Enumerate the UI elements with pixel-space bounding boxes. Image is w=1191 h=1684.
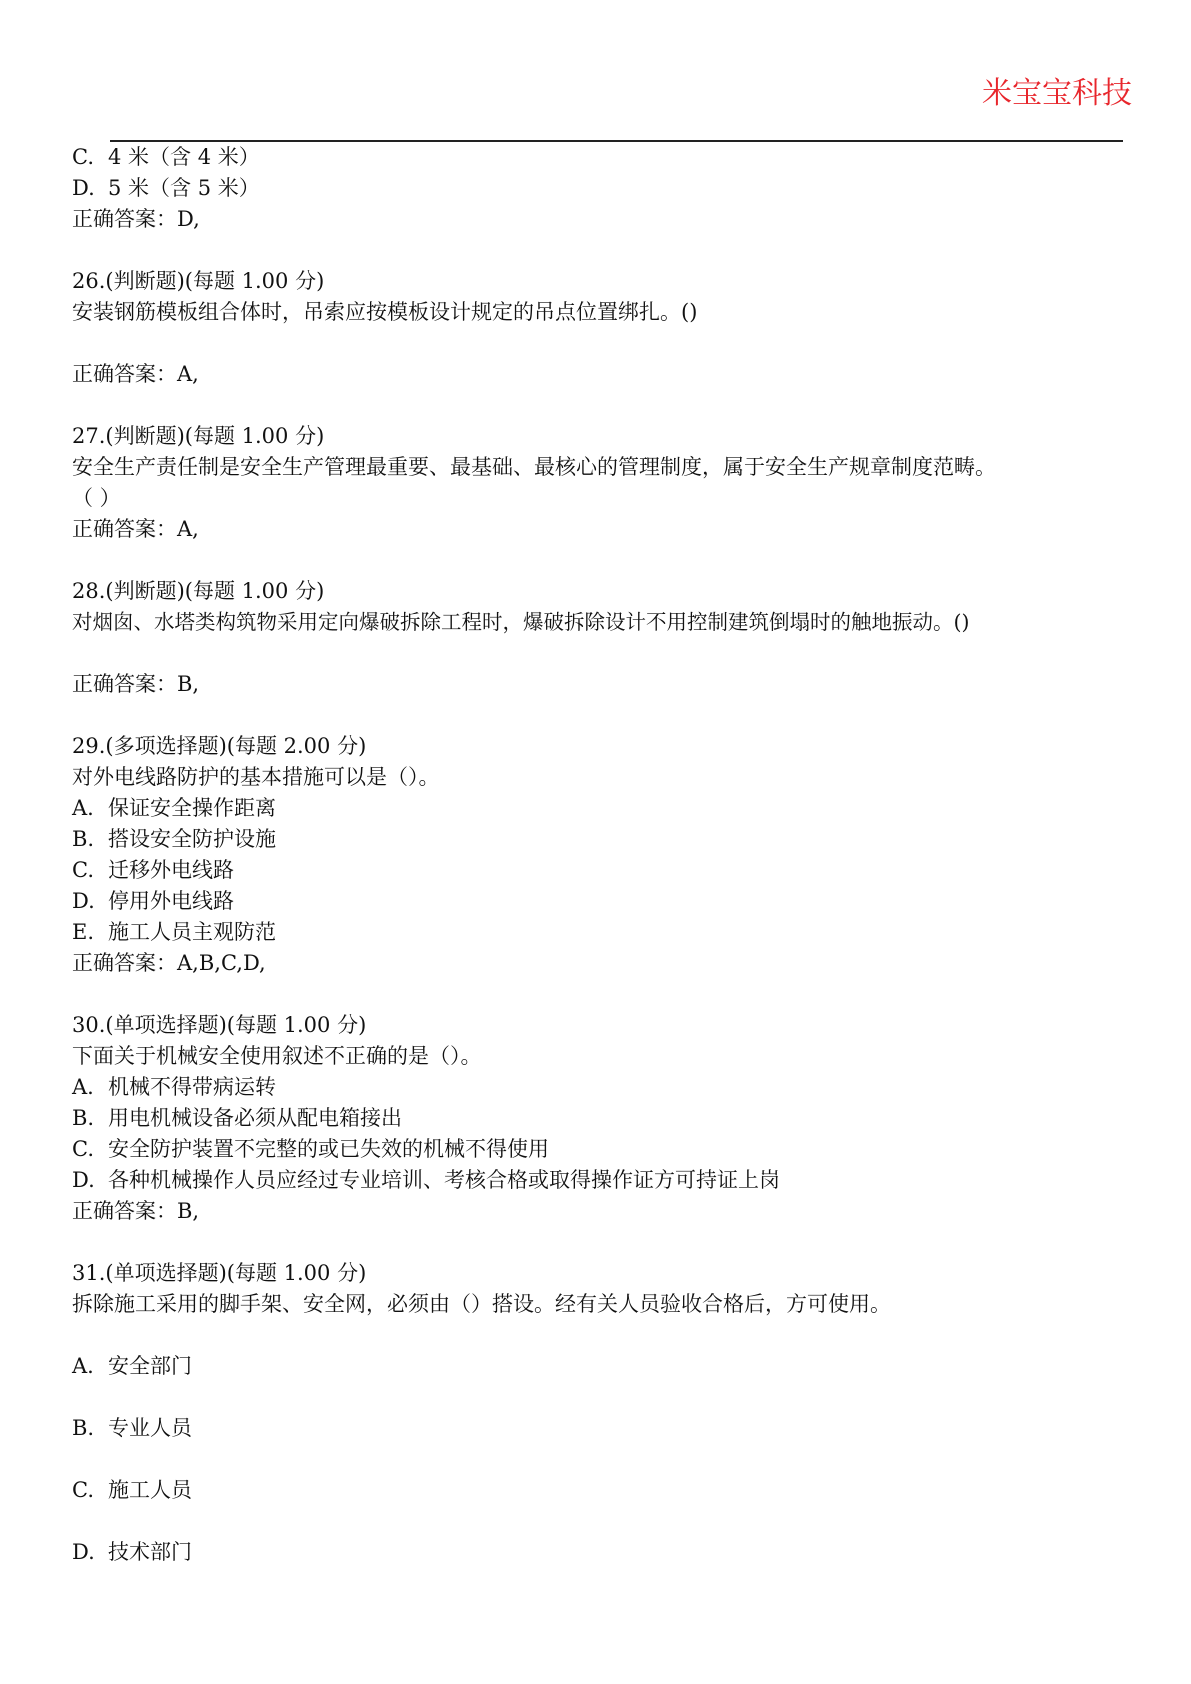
option-letter: D.: [72, 1168, 95, 1192]
option-e: [72, 917, 276, 947]
option-letter: D.: [72, 889, 95, 913]
answer-line: 正确答案：B,: [72, 1199, 200, 1223]
question-stem: 对外电线路防护的基本措施可以是（）。: [72, 765, 440, 789]
option-c: [72, 855, 234, 885]
option-text: 5 米（含 5 米）: [108, 176, 260, 200]
option-d: [72, 173, 260, 203]
option-b: [72, 1413, 192, 1443]
option-text: 技术部门: [108, 1540, 192, 1564]
option-c: [72, 142, 260, 172]
option-c: [72, 1134, 549, 1164]
option-text: 专业人员: [108, 1416, 192, 1440]
option-letter: D.: [72, 1540, 95, 1564]
option-text: 停用外电线路: [108, 889, 234, 913]
option-d: [72, 1537, 192, 1567]
option-text: 4 米（含 4 米）: [108, 145, 260, 169]
question-stem: 安全生产责任制是安全生产管理最重要、最基础、最核心的管理制度，属于安全生产规章制度范畴。: [72, 455, 996, 479]
brand-watermark: 米宝宝科技: [982, 76, 1132, 111]
option-letter: A.: [72, 796, 94, 820]
option-text: 各种机械操作人员应经过专业培训、考核合格或取得操作证方可持证上岗: [108, 1168, 780, 1192]
option-letter: C.: [72, 1478, 94, 1502]
question-stem: 对烟囱、水塔类构筑物采用定向爆破拆除工程时，爆破拆除设计不用控制建筑倒塌时的触地振动。(): [72, 610, 970, 634]
option-c: [72, 1475, 192, 1505]
option-text: 机械不得带病运转: [108, 1075, 276, 1099]
option-a: [72, 1351, 192, 1381]
question-header: 28.(判断题)(每题 1.00 分): [72, 579, 325, 603]
option-letter: D.: [72, 176, 95, 200]
option-letter: C.: [72, 1137, 94, 1161]
option-text: 施工人员主观防范: [108, 920, 276, 944]
option-letter: E.: [72, 920, 95, 944]
question-header: 29.(多项选择题)(每题 2.00 分): [72, 734, 367, 758]
option-text: 用电机械设备必须从配电箱接出: [108, 1106, 402, 1130]
header-divider: [110, 140, 1123, 142]
question-header: 27.(判断题)(每题 1.00 分): [72, 424, 325, 448]
option-text: 保证安全操作距离: [108, 796, 276, 820]
option-b: [72, 824, 276, 854]
option-letter: A.: [72, 1354, 94, 1378]
question-header: 26.(判断题)(每题 1.00 分): [72, 269, 325, 293]
option-d: [72, 1165, 780, 1195]
question-stem: 安装钢筋模板组合体时，吊索应按模板设计规定的吊点位置绑扎。(): [72, 300, 698, 324]
question-stem: 拆除施工采用的脚手架、安全网，必须由（）搭设。经有关人员验收合格后，方可使用。: [72, 1292, 891, 1316]
question-header: 31.(单项选择题)(每题 1.00 分): [72, 1261, 367, 1285]
option-letter: C.: [72, 858, 94, 882]
option-d: [72, 886, 234, 916]
option-letter: C.: [72, 145, 94, 169]
option-letter: B.: [72, 1106, 95, 1130]
question-stem: 下面关于机械安全使用叙述不正确的是（）。: [72, 1044, 482, 1068]
option-b: [72, 1103, 402, 1133]
option-text: 施工人员: [108, 1478, 192, 1502]
answer-line: 正确答案：B,: [72, 672, 200, 696]
option-letter: B.: [72, 827, 95, 851]
option-a: [72, 1072, 276, 1102]
answer-line: 正确答案：A,: [72, 362, 199, 386]
option-letter: B.: [72, 1416, 95, 1440]
option-text: 安全防护装置不完整的或已失效的机械不得使用: [108, 1137, 549, 1161]
option-letter: A.: [72, 1075, 94, 1099]
question-header: 30.(单项选择题)(每题 1.00 分): [72, 1013, 367, 1037]
option-a: [72, 793, 276, 823]
question-stem-continued: （ ）: [72, 486, 121, 510]
answer-line: 正确答案：A,B,C,D,: [72, 951, 266, 975]
option-text: 安全部门: [108, 1354, 192, 1378]
answer-line: 正确答案：A,: [72, 517, 199, 541]
option-text: 迁移外电线路: [108, 858, 234, 882]
option-text: 搭设安全防护设施: [108, 827, 276, 851]
answer-line: 正确答案：D,: [72, 207, 200, 231]
